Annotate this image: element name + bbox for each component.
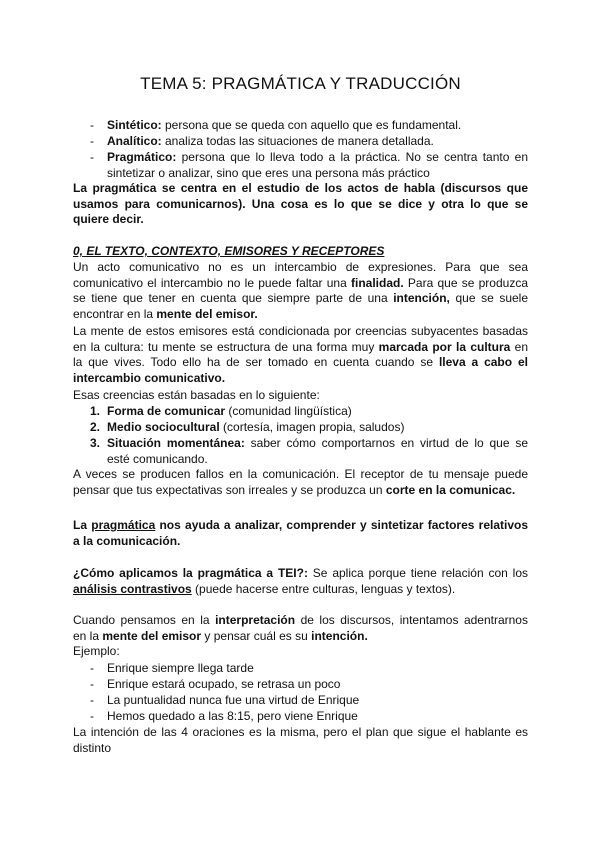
list-item: - Enrique estará ocupado, se retrasa un poco xyxy=(90,677,341,691)
intro-paragraph: La pragmática se centra en el estudio de los actos de habla (discursos que usamos para comunicarnos). Una cosa es lo que se dice y otra lo que se quiere decir. xyxy=(73,181,528,227)
list-item: - Pragmático: persona que lo lleva todo a la práctica. No se centra tanto en sintetizar o analizar, sino que eres una persona más práctico xyxy=(90,150,528,180)
paragraph: La mente de estos emisores está condicionada por creencias subyacentes basadas en la cultura: tu mente se estructura de una forma muy marcada por la cultura en la que vives. Todo ello ha de ser tomado en cuenta cuando se lleva a cabo el intercambio comunicativo. xyxy=(73,324,528,385)
paragraph: La pragmática nos ayuda a analizar, comprender y sintetizar factores relativos a la comunicación. xyxy=(73,518,529,548)
paragraph: ¿Cómo aplicamos la pragmática a TEI?: Se aplica porque tiene relación con los análisis contrastivos (puede hacerse entre culturas, lenguas y textos). xyxy=(73,566,529,596)
list-item: - Hemos quedado a las 8:15, pero viene Enrique xyxy=(90,709,358,723)
paragraph: Esas creencias están basadas en lo siguiente: xyxy=(73,388,320,402)
page-title: TEMA 5: PRAGMÁTICA Y TRADUCCIÓN xyxy=(140,74,461,93)
section-heading: 0, EL TEXTO, CONTEXTO, EMISORES Y RECEPTORES xyxy=(73,244,385,258)
list-item: 3. Situación momentánea: saber cómo comportarnos en virtud de lo que se esté comunicando. xyxy=(90,436,528,466)
list-item: - Enrique siempre llega tarde xyxy=(90,661,254,675)
list-item: 1. Forma de comunicar (comunidad lingüística) xyxy=(90,404,352,418)
paragraph: Un acto comunicativo no es un intercambio de expresiones. Para que sea comunicativo el intercambio no le puede faltar una finalidad. Para que se produzca se tiene que tener en cuenta que siempre parte de una intención, que se suele encontrar en la mente del emisor. xyxy=(73,260,529,321)
list-item: - La puntualidad nunca fue una virtud de Enrique xyxy=(90,693,360,707)
paragraph: La intención de las 4 oraciones es la misma, pero el plan que sigue el hablante es distinto xyxy=(73,725,528,755)
list-item: - Analítico: analiza todas las situaciones de manera detallada. xyxy=(90,134,434,148)
list-item: 2. Medio sociocultural (cortesía, imagen propia, saludos) xyxy=(90,420,405,434)
paragraph: Cuando pensamos en la interpretación de los discursos, intentamos adentrarnos en la mente del emisor y pensar cuál es su intención. Ejemplo: xyxy=(73,613,528,659)
list-item: - Sintético: persona que se queda con aquello que es fundamental. xyxy=(90,118,462,132)
paragraph: A veces se producen fallos en la comunicación. El receptor de tu mensaje puede pensar que tus expectativas son irreales y se produzca un corte en la comunicac. xyxy=(73,467,528,497)
